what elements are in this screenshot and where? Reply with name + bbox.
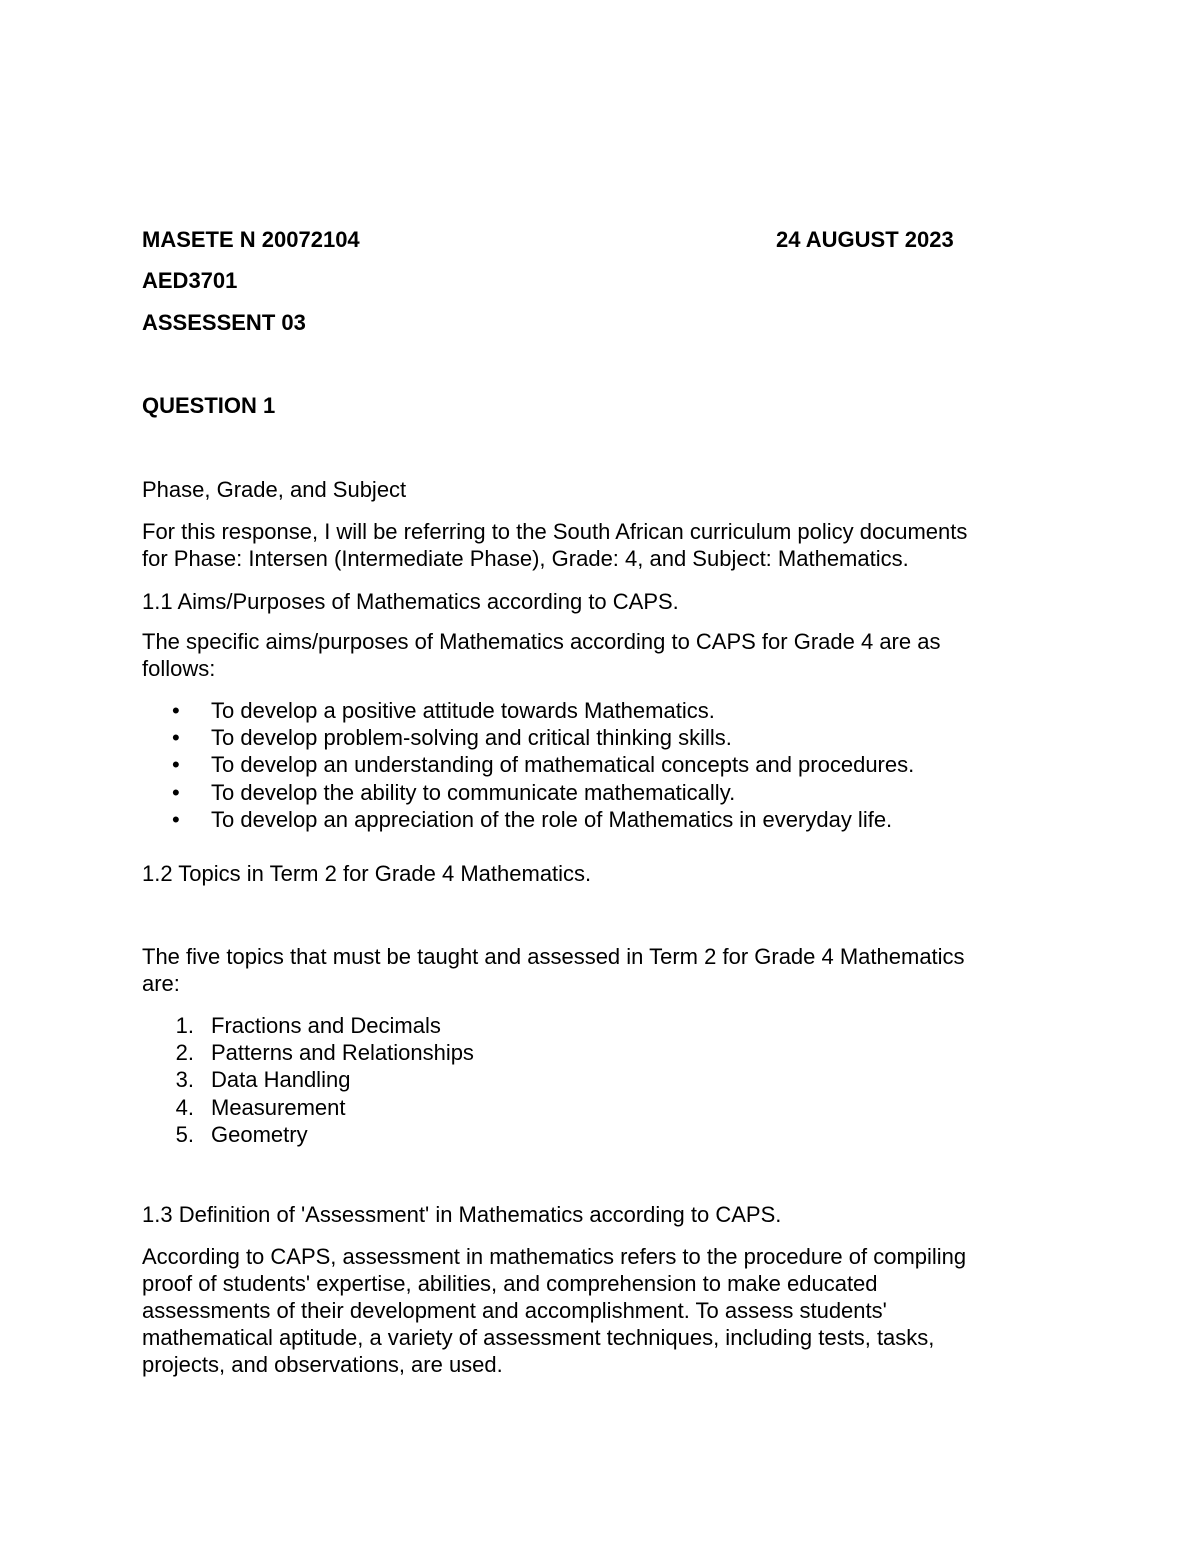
aim-text: To develop an appreciation of the role of Mathematics in everyday life. [211, 806, 893, 832]
bullet-icon: • [172, 752, 180, 778]
course-code: AED3701 [142, 268, 238, 293]
aim-text: To develop the ability to communicate mathematically. [211, 779, 736, 805]
question-heading: QUESTION 1 [142, 393, 276, 418]
list-number: 5. [175, 1121, 194, 1147]
section-1-1-heading: 1.1 Aims/Purposes of Mathematics according to CAPS. [142, 589, 679, 614]
list-number: 4. [175, 1094, 194, 1120]
intro-heading: Phase, Grade, and Subject [142, 477, 407, 502]
section-1-2-paragraph-line-2: are: [142, 971, 180, 996]
bullet-icon: • [172, 698, 180, 723]
section-1-2-heading: 1.2 Topics in Term 2 for Grade 4 Mathematics. [142, 861, 592, 886]
aim-text: To develop problem-solving and critical thinking skills. [211, 725, 732, 751]
section-1-1-paragraph-line-2: follows: [142, 656, 216, 681]
section-1-3-line-4: mathematical aptitude, a variety of assessment techniques, including tests, tasks, [142, 1325, 935, 1350]
section-1-2-paragraph-line-1: The five topics that must be taught and assessed in Term 2 for Grade 4 Mathematics [142, 944, 965, 969]
topic-text: Data Handling [211, 1067, 351, 1093]
list-number: 1. [175, 1013, 194, 1038]
student-name-line: MASETE N 20072104 [142, 227, 360, 252]
list-number: 2. [175, 1040, 194, 1066]
topic-text: Measurement [211, 1094, 346, 1120]
section-1-3-line-5: projects, and observations, are used. [142, 1352, 503, 1377]
section-1-3-heading: 1.3 Definition of 'Assessment' in Mathematics according to CAPS. [142, 1202, 782, 1227]
submission-date: 24 AUGUST 2023 [776, 227, 954, 252]
intro-paragraph-line-2: for Phase: Intersen (Intermediate Phase), Grade: 4, and Subject: Mathematics. [142, 546, 909, 571]
assessment-label: ASSESSENT 03 [142, 310, 306, 335]
section-1-3-line-2: proof of students' expertise, abilities, and comprehension to make educated [142, 1271, 878, 1296]
list-number: 3. [175, 1067, 194, 1093]
topic-text: Patterns and Relationships [211, 1040, 474, 1066]
section-1-3-line-3: assessments of their development and accomplishment. To assess students' [142, 1298, 887, 1323]
bullet-icon: • [172, 806, 180, 832]
bullet-icon: • [172, 779, 180, 805]
topic-text: Fractions and Decimals [211, 1013, 441, 1038]
aim-text: To develop a positive attitude towards Mathematics. [211, 698, 715, 723]
section-1-3-line-1: According to CAPS, assessment in mathematics refers to the procedure of compiling [142, 1244, 967, 1269]
topic-text: Geometry [211, 1121, 308, 1147]
section-1-1-paragraph-line-1: The specific aims/purposes of Mathematics according to CAPS for Grade 4 are as [142, 629, 941, 654]
bullet-icon: • [172, 725, 180, 751]
intro-paragraph-line-1: For this response, I will be referring to the South African curriculum policy documents [142, 519, 968, 544]
aim-text: To develop an understanding of mathematical concepts and procedures. [211, 752, 915, 778]
